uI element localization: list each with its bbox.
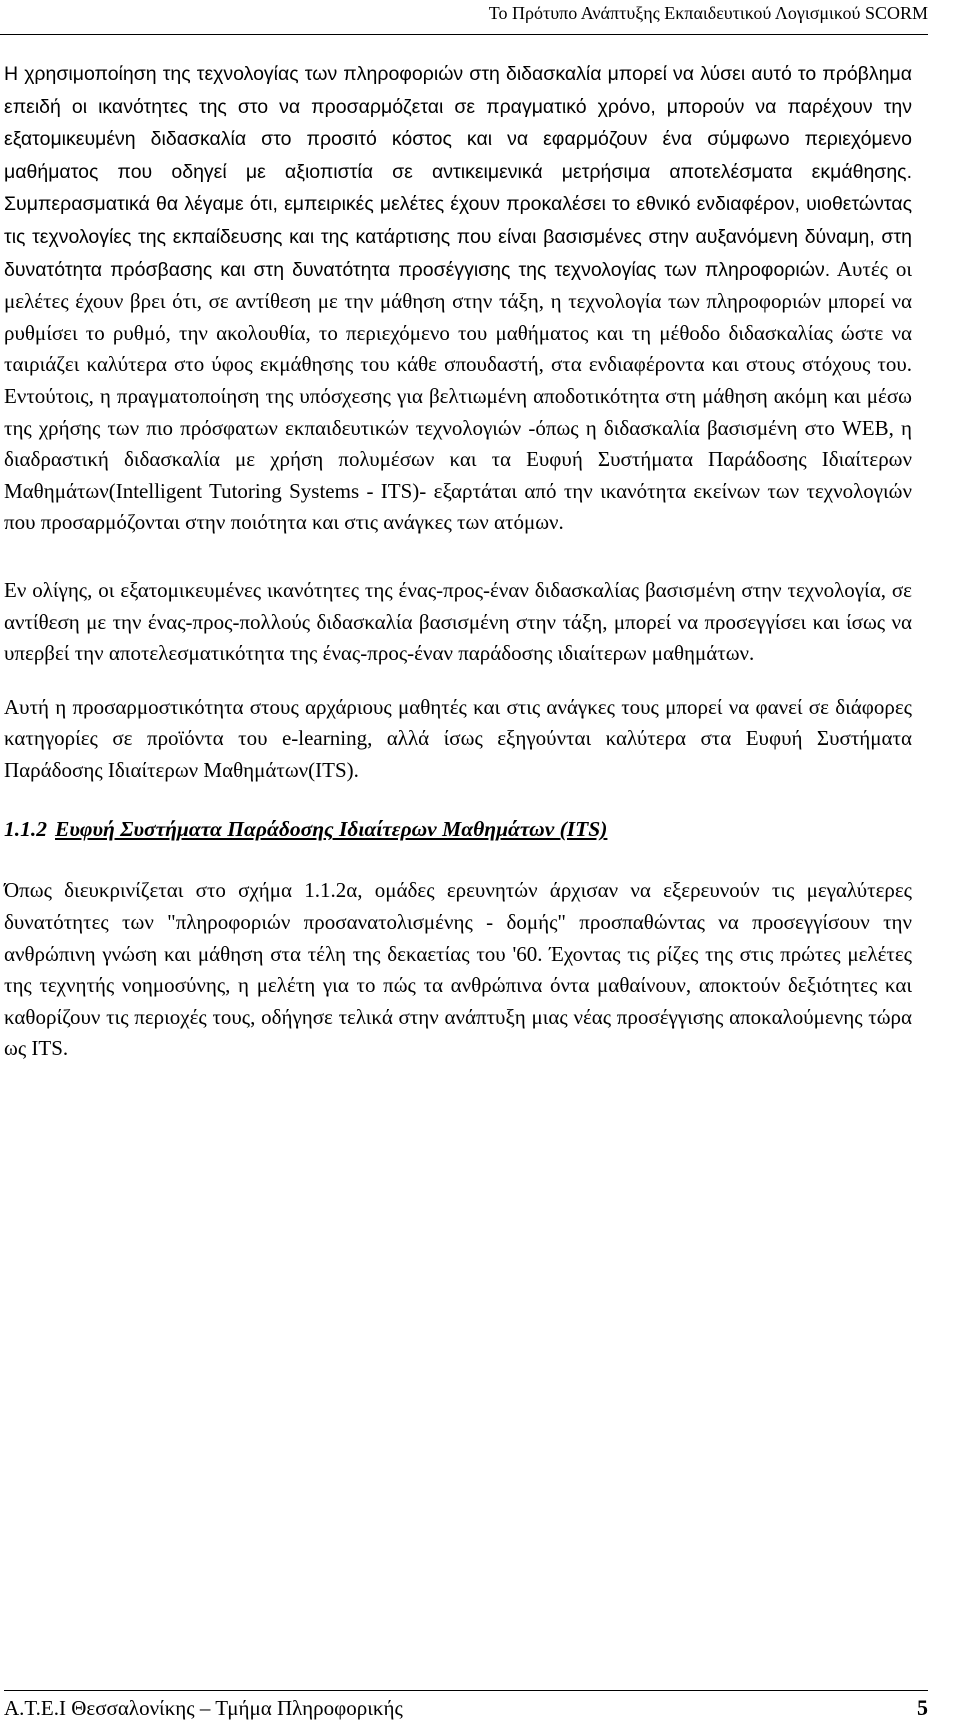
paragraph-3: Αυτή η προσαρμοστικότητα στους αρχάριους μαθητές και στις ανάγκες τους μπορεί να φανεί σε διάφορες κατηγορίες σε προϊόντα του e-learning, αλλά ίσως εξηγούνται καλύτερα στα Ευφυή Συστήματα Παράδοσης Ιδιαίτερων Μαθημάτων(ITS).	[4, 694, 912, 782]
footer-institution: Α.Τ.Ε.Ι Θεσσαλονίκης – Τμήμα Πληροφορικής	[4, 1696, 403, 1720]
paragraph-4: Όπως διευκρινίζεται στο σχήμα 1.1.2α, ομάδες ερευνητών άρχισαν να εξερευνούν τις μεγαλύτερες δυνατότητες των "πληροφοριών προσανατολισμένης - δομής" προσπαθώντας να προσεγγίσουν την ανθρώπινη γνώση και μάθηση στα τέλη της δεκαετίας του '60. Έχοντας τις ρίζες της στις πρώτες μελέτες της τεχνητής νοημοσύνης, η μελέτη για το πώς τα ανθρώπινα όντα μαθαίνουν, αποκτούν δεξιότητες και καθορίζουν τις περιοχές τους, οδήγησε τελικά στην ανάπτυξη μιας νέας προσέγγισης αποκαλούμενης τώρα ως ITS.	[4, 878, 912, 1061]
page-body	[4, 58, 912, 1065]
section-number: 1.1.2	[4, 817, 47, 842]
section-heading	[4, 814, 912, 845]
page-number: 5	[917, 1695, 928, 1720]
running-header: Το Πρότυπο Ανάπτυξης Εκπαιδευτικού Λογισμικού SCORM	[488, 3, 928, 23]
footer-divider	[4, 1690, 928, 1691]
page-footer	[4, 1694, 928, 1722]
section-title: Ευφυή Συστήματα Παράδοσης Ιδιαίτερων Μαθημάτων (ITS)	[55, 817, 608, 842]
paragraph-1-sans-part: Η χρησιμοποίηση της τεχνολογίας των πληροφοριών στη διδασκαλία μπορεί να λύσει αυτό το πρόβλημα επειδή οι ικανότητες της στο να προσαρμόζεται σε πραγματικό χρόνο, μπορούν να παρέχουν την εξατομικευμένη διδασκαλία στο προσιτό κόστος και να εφαρμόζουν ένα σύμφωνο περιεχόμενο μαθήματος που οδηγεί με αξιοπιστία σε αντικειμενικά μετρήσιμα αποτελέσματα εκμάθησης. Συμπερασματικά θα λέγαμε ότι, εμπειρικές μελέτες έχουν προκαλέσει το εθνικό ενδιαφέρον, υιοθετώντας τις τεχνολογίες της εκπαίδευσης και της κατάρτισης που είναι βασισμένες στην αυξανόμενη δύναμη, στη δυνατότητα πρόσβασης και στη δυνατότητα προσέγγισης της τεχνολογίας των πληροφοριών.	[4, 63, 912, 281]
paragraph-1-serif-part: Αυτές οι μελέτες έχουν βρει ότι, σε αντίθεση με την μάθηση στην τάξη, η τεχνολογία των πληροφοριών μπορεί να ρυθμίσει το ρυθμό, την ακολουθία, το περιεχόμενο του μαθήματος και τη μέθοδο διδασκαλίας ώστε να ταιριάζει καλύτερα στο ύφος εκμάθησης του κάθε σπουδαστή, στα ενδιαφέροντα και στους στόχους του. Εντούτοις, η πραγματοποίηση της υπόσχεσης για βελτιωμένη αποδοτικότητα στη μάθηση ακόμη και μέσω της χρήσης των πιο πρόσφατων εκπαιδευτικών τεχνολογιών -όπως η διδασκαλία βασισμένη στο WEB, η διαδραστική διδασκαλία με χρήση πολυμέσων και τα Ευφυή Συστήματα Παράδοσης Ιδιαίτερων Μαθημάτων(Intelligent Tutoring Systems - ITS)- εξαρτάται από την ικανότητα εκείνων των τεχνολογιών που προσαρμόζονται στην ποιότητα και στις ανάγκες των ατόμων.	[4, 256, 912, 535]
paragraph-1	[4, 58, 912, 539]
header-divider	[0, 34, 928, 35]
paragraph-2: Εν ολίγης, οι εξατομικευμένες ικανότητες της ένας-προς-έναν διδασκαλίας βασισμένη στην τεχνολογία, σε αντίθεση με την ένας-προς-πολλούς διδασκαλία βασισμένη στην τάξη, μπορεί να προσεγγίσει και ίσως να υπερβεί την αποτελεσματικότητα της ένας-προς-έναν παράδοσης ιδιαίτερων μαθημάτων.	[4, 577, 912, 666]
